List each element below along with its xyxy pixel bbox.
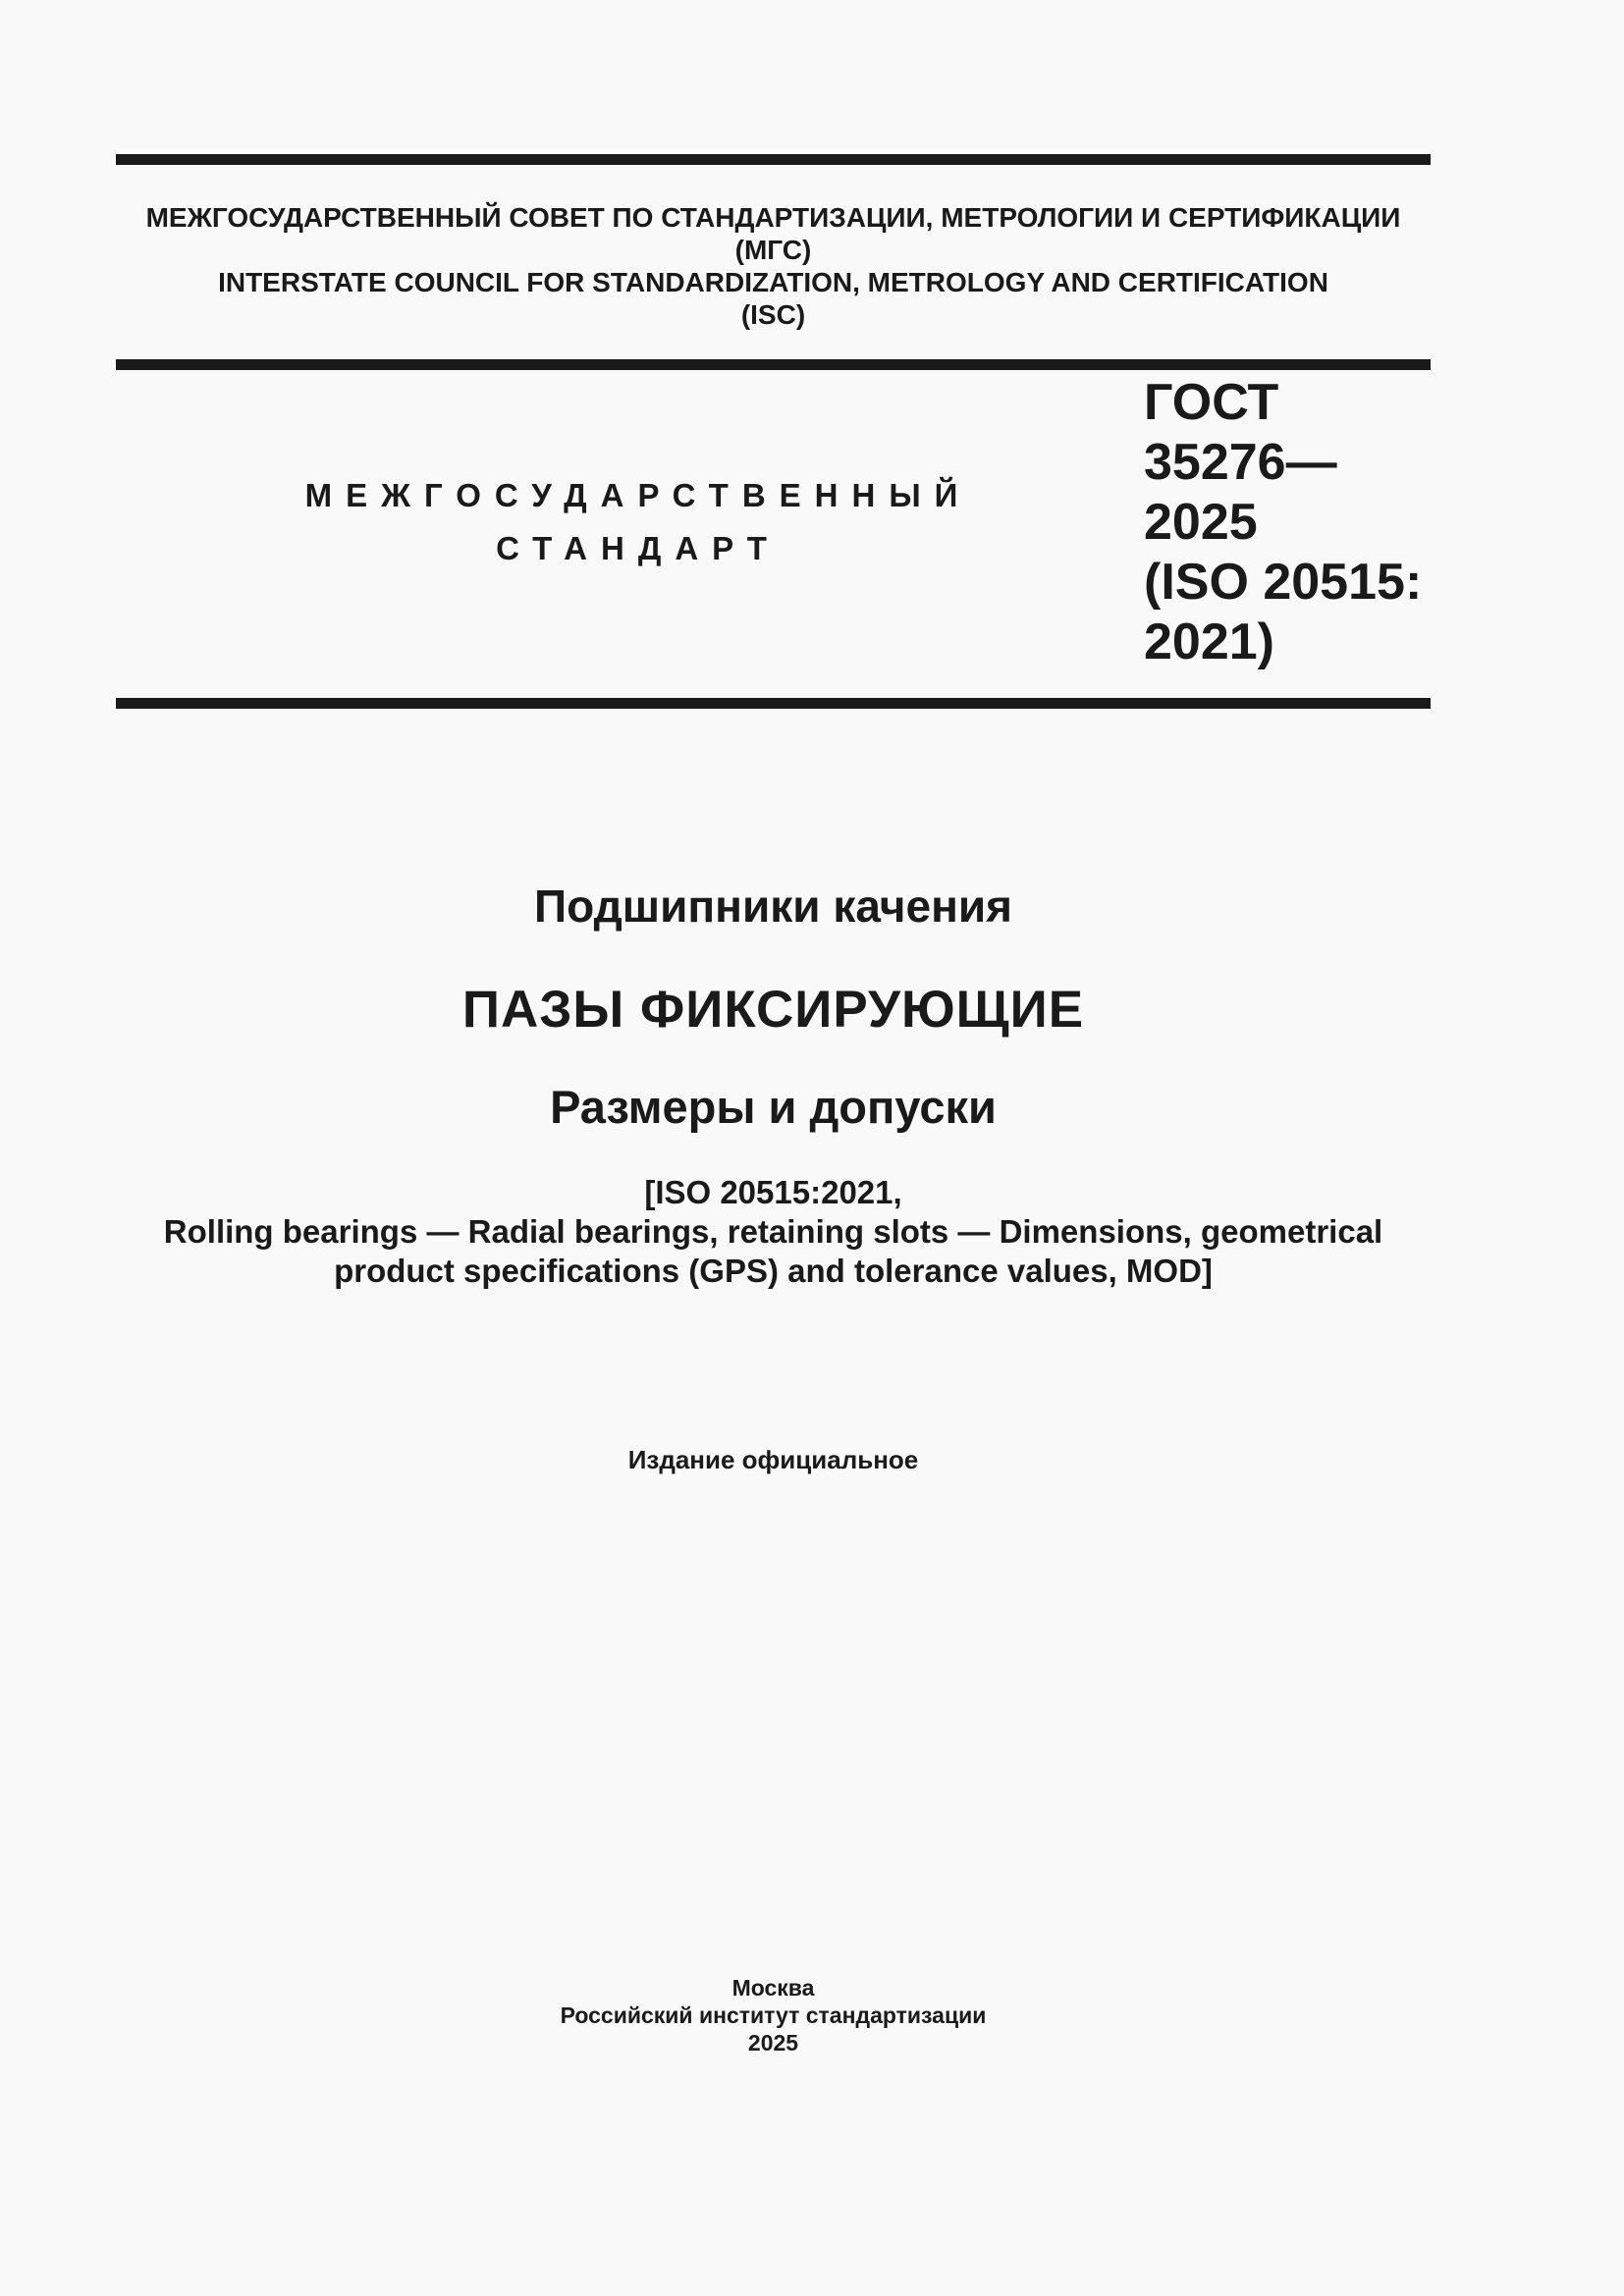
- imprint-city: Москва: [731, 1975, 815, 2001]
- iso-reference-line-2: Rolling bearings — Radial bearings, retaining slots — Dimensions, geometrical: [163, 1213, 1383, 1250]
- iso-reference-line-3: product specifications (GPS) and tolerance values, MOD]: [334, 1253, 1213, 1289]
- council-abbr-en: (ISC): [740, 299, 806, 330]
- imprint: [116, 1974, 1431, 2056]
- standard-designation: [1144, 373, 1422, 672]
- bottom-rule: [116, 698, 1431, 709]
- title-main: ПАЗЫ ФИКСИРУЮЩИЕ: [461, 981, 1085, 1039]
- top-rule: [116, 154, 1431, 165]
- imprint-year: 2025: [747, 2030, 799, 2056]
- middle-rule: [116, 359, 1431, 370]
- designation-line-3: 2025: [1144, 494, 1258, 551]
- designation-line-4: (ISO 20515:: [1144, 554, 1423, 611]
- designation-line-1: ГОСТ: [1144, 374, 1279, 431]
- title-group: Подшипники качения: [534, 881, 1012, 932]
- title-sub: Размеры и допуски: [550, 1081, 997, 1133]
- council-name-ru: МЕЖГОСУДАРСТВЕННЫЙ СОВЕТ ПО СТАНДАРТИЗАЦИИ, МЕТРОЛОГИИ И СЕРТИФИКАЦИИ: [145, 202, 1401, 233]
- iso-reference-line-1: [ISO 20515:2021,: [644, 1174, 902, 1210]
- standard-type-line-1: МЕЖГОСУДАРСТВЕННЫЙ: [304, 477, 972, 513]
- designation-line-5: 2021): [1144, 614, 1274, 670]
- council-header: [116, 201, 1431, 331]
- iso-reference: [116, 1173, 1431, 1291]
- council-name-en: INTERSTATE COUNCIL FOR STANDARDIZATION, METROLOGY AND CERTIFICATION: [218, 267, 1328, 297]
- council-abbr-ru: (МГС): [734, 235, 812, 265]
- standard-type-line-2: СТАНДАРТ: [496, 530, 781, 566]
- imprint-publisher: Российский институт стандартизации: [560, 2002, 987, 2028]
- designation-line-2: 35276—: [1144, 434, 1337, 491]
- edition-label: Издание официальное: [627, 1445, 919, 1474]
- standard-type: [295, 469, 982, 575]
